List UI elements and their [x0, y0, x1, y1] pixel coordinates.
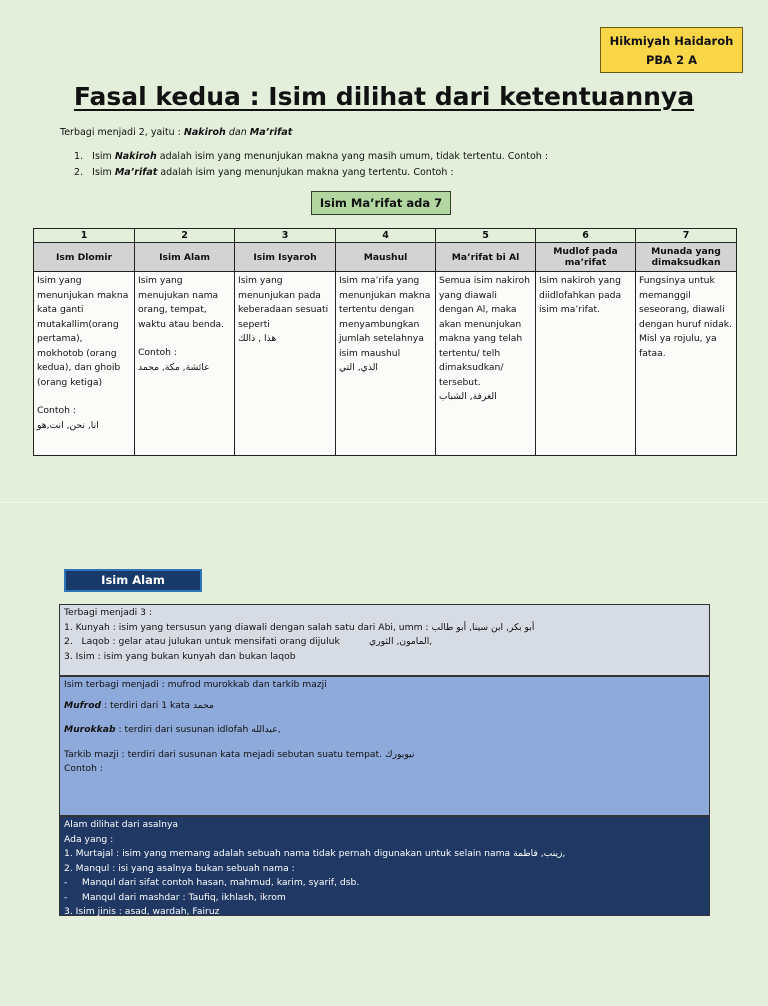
- section-line: Alam dilihat dari asalnya: [64, 819, 179, 830]
- list-item: [64, 621, 705, 636]
- column-header: Isim Alam: [135, 243, 235, 272]
- item-text: 1. Murtajal : isim yang memang adalah sebuah nama tidak pernah digunakan untuk selain nama: [64, 848, 514, 859]
- cell-arabic: الذي, التي: [339, 362, 378, 373]
- murokkab-line: [64, 723, 705, 738]
- cell-example-label: Contoh :: [37, 405, 76, 416]
- cell-text: Isim yang menujukan nama orang, tempat, waktu atau benda.: [138, 275, 225, 330]
- table-cell: [34, 272, 135, 456]
- cell-text: Isim nakiroh yang diidlofahkan pada isim ma’rifat.: [539, 275, 622, 315]
- table-cell: [636, 272, 737, 456]
- author-name: Hikmiyah Haidaroh: [609, 34, 734, 48]
- tarkib-text: Tarkib mazji : terdiri dari susunan kata mejadi sebutan suatu tempat.: [64, 748, 385, 760]
- cell-text: Isim ma’rifa yang menunjukan makna tertentu dengan menyambungkan jumlah setelahnya isim maushul: [339, 275, 431, 359]
- marifat-heading: Isim Ma’rifat ada 7: [311, 191, 451, 215]
- author-class: PBA 2 A: [645, 53, 697, 67]
- column-header: Ism Dlomir: [34, 243, 135, 272]
- item-arabic: زينب, فاطمة,: [513, 848, 566, 859]
- item-text: 2. Laqob : gelar atau julukan untuk mensifati orang dijuluk: [64, 636, 370, 647]
- section-structure: [59, 676, 710, 816]
- column-number: 5: [436, 229, 536, 243]
- list-item: 2. Manqul : isi yang asalnya bukan sebuah nama :: [64, 862, 295, 874]
- column-number: 3: [235, 229, 336, 243]
- column-header: Mudlof pada ma’rifat: [536, 243, 636, 272]
- column-header: Maushul: [336, 243, 436, 272]
- cell-text: Fungsinya untuk memanggil seseorang, diawali dengan huruf nidak. Misl ya rojulu, ya fataa.: [639, 275, 732, 359]
- intro-text: Terbagi menjadi 2, yaitu :: [60, 127, 184, 138]
- section-kinds: [59, 604, 710, 676]
- mufrod-text: : terdiri dari 1 kata: [101, 699, 193, 711]
- list-item: - Manqul dari sifat contoh hasan, mahmud, karim, syarif, dsb.: [64, 877, 360, 888]
- section-line: Ada yang :: [64, 833, 114, 845]
- definition-number: 1.: [74, 151, 84, 162]
- list-item: [64, 635, 705, 650]
- column-number: 1: [34, 229, 135, 243]
- list-item: [64, 650, 705, 665]
- column-number: 6: [536, 229, 636, 243]
- cell-text: Semua isim nakiroh yang diawali dengan Al, maka akan menunjukan makna yang telah tertentu/ telh dimaksudkan/ tersebut.: [439, 275, 530, 388]
- mufrod-arabic: محمد: [192, 699, 214, 711]
- list-item: 3. Isim jinis : asad, wardah, Fairuz: [64, 906, 220, 917]
- column-number: 2: [135, 229, 235, 243]
- table-cell: [336, 272, 436, 456]
- item-text: 3. Isim : isim yang bukan kunyah dan bukan laqob: [64, 650, 296, 662]
- item-arabic: أبو بكر, ابن سينا, أبو طالب: [431, 621, 535, 633]
- table-header-row: [34, 243, 737, 272]
- tarkib-line: [64, 748, 705, 763]
- page-title: Fasal kedua : Isim dilihat dari ketentuannya: [73, 82, 695, 111]
- column-number: 4: [336, 229, 436, 243]
- list-item: [64, 847, 705, 862]
- definition-prefix: Isim: [92, 167, 115, 178]
- cell-arabic: الغرفة, الشباب: [439, 391, 497, 402]
- column-header: Isim Isyaroh: [235, 243, 336, 272]
- marifat-table: [33, 228, 737, 456]
- definition-item: [74, 165, 548, 181]
- section-intro: Terbagi menjadi 3 :: [64, 607, 153, 618]
- intro-line: [60, 127, 292, 138]
- list-item: - Manqul dari mashdar : Taufiq, ikhlash, ikrom: [64, 891, 286, 903]
- definition-number: 2.: [74, 167, 84, 178]
- cell-arabic: انا, نحن, انت,هو: [37, 419, 99, 431]
- example-label: Contoh :: [64, 763, 103, 774]
- cell-arabic: هذا , ذالك: [238, 333, 277, 344]
- murokkab-term: Murokkab: [64, 724, 116, 735]
- table-number-row: [34, 229, 737, 243]
- table-body-row: [34, 272, 737, 456]
- column-header: Munada yang dimaksudkan: [636, 243, 737, 272]
- definition-term: Ma’rifat: [114, 167, 158, 178]
- section-origin: [59, 816, 710, 916]
- definition-text: adalah isim yang menunjukan makna yang masih umum, tidak tertentu. Contoh :: [156, 151, 549, 162]
- table-cell: [135, 272, 235, 456]
- cell-arabic: عائشة, مكة, محمد: [138, 361, 210, 373]
- cell-text: Isim yang menunjukan pada keberadaan sesuati seperti: [238, 275, 329, 330]
- murokkab-text: : terdiri dari susunan idlofah: [115, 724, 252, 735]
- definition-term: Nakiroh: [114, 151, 157, 162]
- isim-alam-heading: Isim Alam: [64, 569, 202, 592]
- mufrod-line: [64, 699, 705, 714]
- cell-example-label: Contoh :: [138, 347, 177, 358]
- cell-text: Isim yang menunjukan makna kata ganti mutakallim(orang pertama), mokhotob (orang kedua), dan ghoib (orang ketiga): [37, 275, 129, 388]
- column-header: Ma’rifat bi Al: [436, 243, 536, 272]
- item-text: 1. Kunyah : isim yang tersusun yang diawali dengan salah satu dari Abi, umm :: [64, 621, 432, 633]
- definition-item: [74, 149, 548, 165]
- table-cell: [536, 272, 636, 456]
- tarkib-arabic: نيويورك: [385, 748, 415, 760]
- page-divider: [0, 502, 768, 503]
- table-cell: [235, 272, 336, 456]
- author-box: [600, 27, 743, 73]
- definition-list: [74, 149, 548, 181]
- definition-text: adalah isim yang menunjukan makna yang tertentu. Contoh :: [157, 167, 454, 178]
- section-intro: Isim terbagi menjadi : mufrod murokkab dan tarkib mazji: [64, 679, 327, 690]
- column-number: 7: [636, 229, 737, 243]
- definition-prefix: Isim: [92, 151, 115, 162]
- murokkab-arabic: عبدالله,: [251, 724, 281, 735]
- intro-term-nakiroh: Nakiroh: [183, 127, 226, 138]
- intro-and: dan: [225, 127, 250, 138]
- intro-term-marifat: Ma’rifat: [249, 127, 293, 138]
- item-arabic: المامون, الثوري,: [369, 636, 433, 647]
- table-cell: [436, 272, 536, 456]
- mufrod-term: Mufrod: [64, 699, 102, 711]
